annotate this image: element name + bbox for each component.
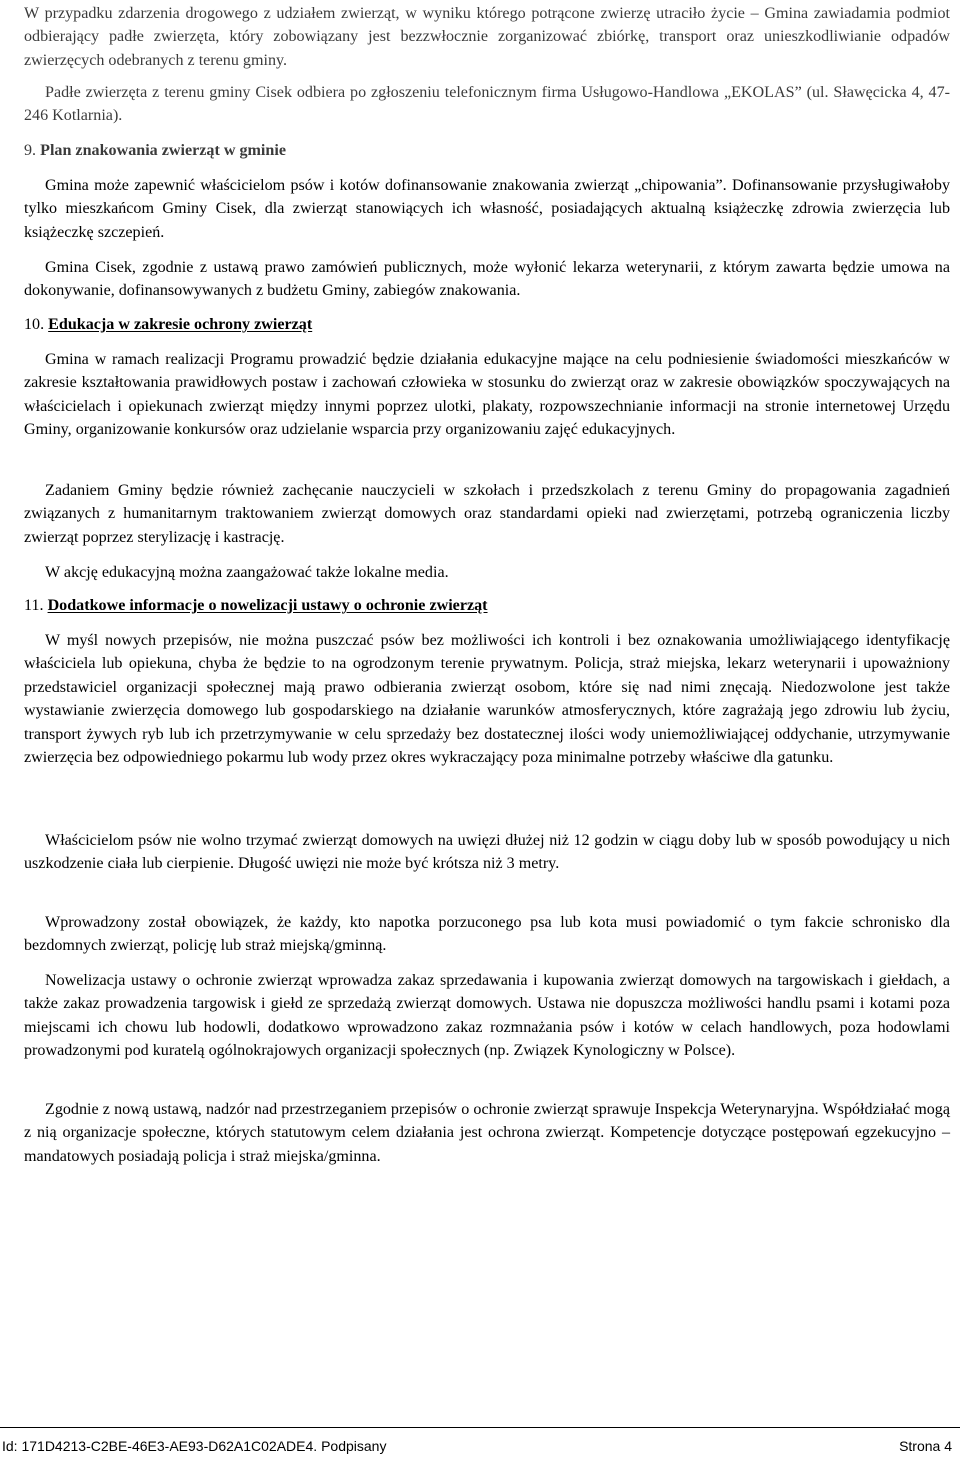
heading-section-9 [24, 140, 286, 162]
paragraph-education-program: Gmina w ramach realizacji Programu prowadzić będzie działania edukacyjne mające na celu podniesienie świadomości mieszkańców w zakresie kształtowania prawidłowych postaw i zachowań człowieka w stosunku do zwierząt oraz w zakresie obowiązków spoczywających na właścicielach i opiekunach zwierząt między innymi poprzez ulotki, plakaty, rozpowszechnianie informacji na stronie internetowej Urzędu Gminy, organizowanie konkursów oraz udzielanie wsparcia przy organizowaniu zajęć edukacyjnych. [24, 351, 950, 439]
heading-section-10 [24, 314, 312, 336]
paragraph-local-media: W akcję edukacyjną można zaangażować także lokalne media. [45, 564, 449, 581]
paragraph-teachers-encouragement: Zadaniem Gminy będzie również zachęcanie nauczycieli w szkołach i przedszkolach z terenu Gminy do propagowania zagadnień związanych z humanitarnym traktowaniem zwierząt domowych oraz standardami opieki nad zwierzętami, potrzebą ograniczenia liczby zwierząt poprzez sterylizację i kastrację. [24, 482, 950, 546]
heading-title: Plan znakowania zwierząt w gminie [40, 142, 286, 159]
heading-number: 10. [24, 316, 45, 333]
paragraph-road-accidents: W przypadku zdarzenia drogowego z udziałem zwierząt, w wyniku którego potrącone zwierzę utraciło życie – Gmina zawiadamia podmiot odbierający padłe zwierzęta, który zobowiązany jest bezzwłocznie zorganizować zbiórkę, transport oraz unieszkodliwianie odpadów zwierzęcych odebranych z terenu gminy. [24, 5, 950, 69]
paragraph-chipping-funding: Gmina może zapewnić właścicielom psów i kotów dofinansowanie znakowania zwierząt „chipowania”. Dofinansowanie przysługiwałoby tylko mieszkańcom Gminy Cisek, dla zwierząt stanowiących ich własność, posiadających aktualną książeczkę zdrowia zwierzęcia lub książeczkę szczepień. [24, 177, 950, 241]
heading-section-11 [24, 595, 488, 617]
paragraph-supervision: Zgodnie z nową ustawą, nadzór nad przestrzeganiem przepisów o ochronie zwierząt sprawuje Inspekcja Weterynaryjna. Współdziałać mogą z nią organizacje społeczne, których statutowym celem działania jest ochrona zwierząt. Kompetencje dotyczące postępowań egzekucyjno – mandatowych posiadają policja i straż miejska/gminna. [24, 1101, 950, 1165]
heading-title: Edukacja w zakresie ochrony zwierząt [48, 316, 313, 333]
paragraph-new-regulations: W myśl nowych przepisów, nie można puszczać psów bez możliwości ich kontroli i bez oznakowania umożliwiającego identyfikację właściciela lub opiekuna, chyba że będzie to na ogrodzonym terenie prywatnym. Policja, straż miejska, lekarz weterynarii i upoważniony przedstawiciel organizacji społecznej mają prawo odbierania zwierząt osobom, które się nad nimi znęcają. Niedozwolone jest także wystawianie zwierzęcia domowego lub gospodarskiego na działanie warunków atmosferycznych, które zagrażają jego zdrowiu lub życiu, transport żywych ryb lub ich przetrzymywanie w celu sprzedaży bez dostatecznej ilości wody uniemożliwiającej oddychanie, utrzymywanie zwierzęcia bez odpowiedniego pokarmu lub wody przez okres wykraczający poza minimalne potrzeby właściwe dla gatunku. [24, 632, 950, 767]
heading-number: 9. [24, 142, 37, 159]
document-id: Id: 171D4213-C2BE-46E3-AE93-D62A1C02ADE4. Podpisany [2, 1438, 387, 1454]
paragraph-trade-ban: Nowelizacja ustawy o ochronie zwierząt wprowadza zakaz sprzedawania i kupowania zwierząt domowych na targowiskach i giełdach, a także zakaz prowadzenia targowisk i giełd ze sprzedażą zwierząt domowych. Ustawa nie dopuszcza możliwości handlu psami i kotami poza miejscami ich chowu lub hodowli, dodatkowo wprowadzono zakaz rozmnażania psów i kotów w celach handlowych, poza hodowlami prowadzonymi pod kuratelą ogólnokrajowych organizacji społecznych (np. Związek Kynologiczny w Polsce). [24, 972, 950, 1060]
paragraph-leash-rules: Właścicielom psów nie wolno trzymać zwierząt domowych na uwięzi dłużej niż 12 godzin w ciągu doby lub w sposób powodujący u nich uszkodzenie ciała lub cierpienie. Długość uwięzi nie może być krótsza niż 3 metry. [24, 832, 950, 873]
paragraph-dead-animals-collection: Padłe zwierzęta z terenu gminy Cisek odbiera po zgłoszeniu telefonicznym firma Usługowo-Handlowa „EKOLAS” (ul. Sławęcicka 4, 47-246 Kotlarnia). [24, 84, 950, 125]
paragraph-abandoned-animals: Wprowadzony został obowiązek, że każdy, kto napotka porzuconego psa lub kota musi powiadomić o tym fakcie schronisko dla bezdomnych zwierząt, policję lub straż miejską/gminną. [24, 914, 950, 955]
page-number: Strona 4 [899, 1438, 952, 1454]
footer-divider [0, 1427, 960, 1428]
paragraph-veterinarian-selection: Gmina Cisek, zgodnie z ustawą prawo zamówień publicznych, może wyłonić lekarza weterynarii, z którym zawarta będzie umowa na dokonywanie, dofinansowywanych z budżetu Gminy, zabiegów znakowania. [24, 259, 950, 300]
heading-number: 11. [24, 597, 44, 614]
heading-title: Dodatkowe informacje o nowelizacji ustawy o ochronie zwierząt [47, 597, 488, 614]
